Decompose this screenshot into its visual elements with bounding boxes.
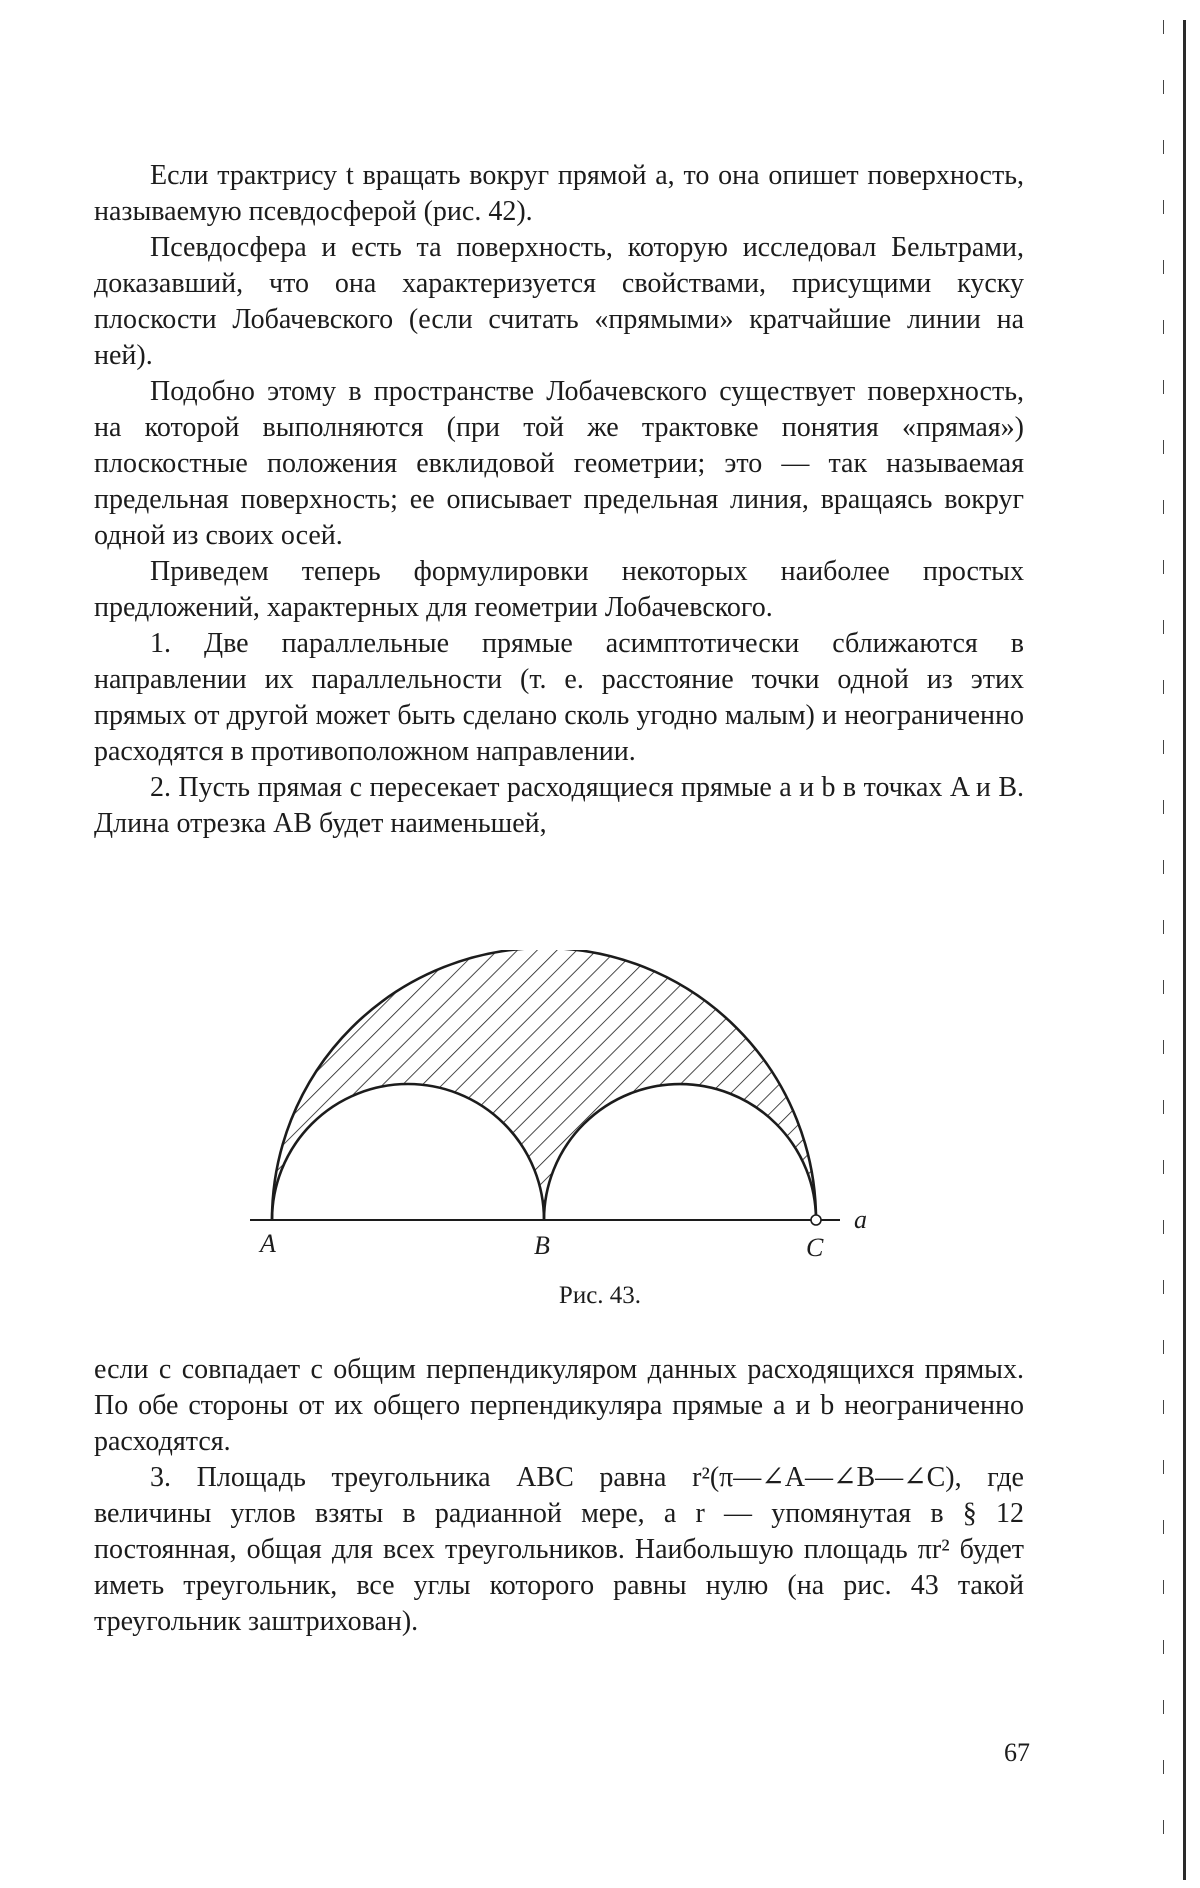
paragraph-item-1: 1. Две параллельные прямые асимптотически сближаются в направлении их параллельности (т. е. расстояние точки одной из этих прямых от другой может быть сделано сколь угодно малым) и неограниченно расходятся в противоположном направлении. xyxy=(94,626,1024,770)
label-point-a: A xyxy=(258,1229,276,1258)
page-number: 67 xyxy=(1004,1738,1030,1768)
paragraph-item-2-continued: если c совпадает с общим перпендикуляром данных расходящихся прямых. По обе стороны от их общего перпендикуляра прямые a и b неограниченно расходятся. xyxy=(94,1352,1024,1460)
top-text-block xyxy=(94,158,1024,842)
paragraph-horosphere: Подобно этому в пространстве Лобачевского существует поверхность, на которой выполняются (при той же трактовке понятия «прямая») плоскостные положения евклидовой геометрии; это — так называемая предельная поверхность; ее описывает предельная линия, вращаясь вокруг одной из своих осей. xyxy=(94,374,1024,554)
label-point-c: C xyxy=(806,1233,824,1262)
paragraph-beltrami: Псевдосфера и есть та поверхность, которую исследовал Бельтрами, доказавший, что она характеризуется свойствами, присущими куску плоскости Лобачевского (если считать «прямыми» кратчайшие линии на ней). xyxy=(94,230,1024,374)
page-edge xyxy=(1183,20,1186,1880)
page-edge-shadow xyxy=(1163,20,1164,1880)
paragraph-item-3: 3. Площадь треугольника ABC равна r²(π—∠A—∠B—∠C), где величины углов взяты в радианной мере, а r — упомянутая в § 12 постоянная, общая для всех треугольников. Наибольшую площадь πr² будет иметь треугольник, все углы которого равны нулю (на рис. 43 такой треугольник заштрихован). xyxy=(94,1460,1024,1640)
label-line-a: a xyxy=(854,1205,867,1234)
paragraph-pseudosphere-def: Если трактрису t вращать вокруг прямой a, то она опишет поверхность, называемую псевдосферой (рис. 42). xyxy=(94,158,1024,230)
paragraph-item-2: 2. Пусть прямая c пересекает расходящиеся прямые a и b в точках A и B. Длина отрезка AB будет наименьшей, xyxy=(94,770,1024,842)
paragraph-formulations-intro: Приведем теперь формулировки некоторых наиболее простых предложений, характерных для геометрии Лобачевского. xyxy=(94,554,1024,626)
bottom-text-block xyxy=(94,1352,1024,1640)
label-point-b: B xyxy=(534,1231,550,1260)
figure-43 xyxy=(220,950,920,1270)
point-c-marker xyxy=(811,1215,821,1225)
figure-caption: Рис. 43. xyxy=(0,1282,1200,1310)
hatched-triangle xyxy=(272,950,816,1220)
